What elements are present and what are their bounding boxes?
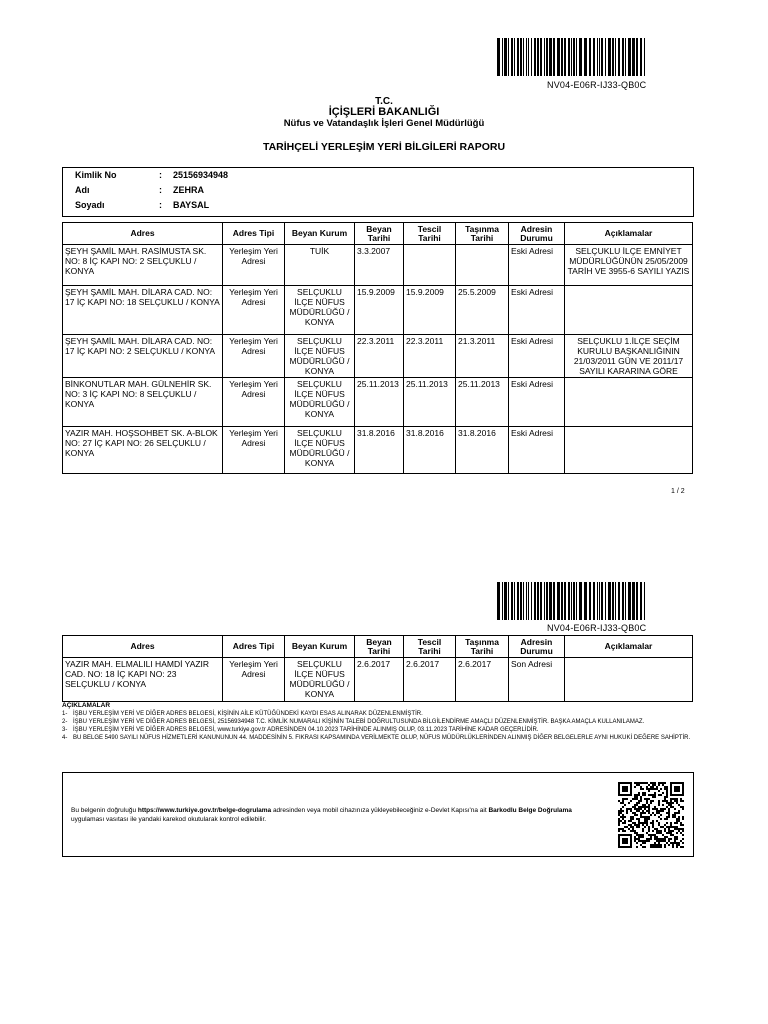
cell-remarks: SELÇUKLU İLÇE EMNİYET MÜDÜRLÜĞÜNÜN 25/05/2009 TARİH VE 3955-6 SAYILI YAZIS xyxy=(565,245,693,286)
cell-registration-date: 31.8.2016 xyxy=(404,427,456,474)
table-header-row xyxy=(63,223,693,245)
cell-address: ŞEYH ŞAMİL MAH. DİLARA CAD. NO: 17 İÇ KAPI NO: 18 SELÇUKLU / KONYA xyxy=(63,286,223,335)
report-title: TARİHÇELİ YERLEŞİM YERİ BİLGİLERİ RAPORU xyxy=(262,141,506,153)
cell-address: ŞEYH ŞAMİL MAH. RASİMUSTA SK. NO: 8 İÇ KAPI NO: 2 SELÇUKLU / KONYA xyxy=(63,245,223,286)
surname-colon: : xyxy=(159,200,162,210)
col-remarks: Açıklamalar xyxy=(565,636,693,658)
col-move-date: Taşınma Tarihi xyxy=(456,223,509,245)
notes-heading: AÇIKLAMALAR xyxy=(62,702,111,709)
cell-registration-date: 22.3.2011 xyxy=(404,335,456,378)
cell-registration-date xyxy=(404,245,456,286)
cell-remarks xyxy=(565,286,693,335)
cell-declaration-date: 22.3.2011 xyxy=(355,335,404,378)
col-declaring-institution: Beyan Kurum xyxy=(285,223,355,245)
cell-address-type: Yerleşim Yeri Adresi xyxy=(223,658,285,702)
cell-move-date: 21.3.2011 xyxy=(456,335,509,378)
cell-address: ŞEYH ŞAMİL MAH. DİLARA CAD. NO: 17 İÇ KAPI NO: 2 SELÇUKLU / KONYA xyxy=(63,335,223,378)
note-item xyxy=(62,726,692,734)
header-ministry: İÇİŞLERİ BAKANLIĞI xyxy=(328,106,440,118)
cell-declaring-institution: SELÇUKLU İLÇE NÜFUS MÜDÜRLÜĞÜ / KONYA xyxy=(285,378,355,427)
cell-address-type: Yerleşim Yeri Adresi xyxy=(223,286,285,335)
address-history-table xyxy=(62,222,693,474)
verification-text xyxy=(71,806,606,824)
cell-registration-date: 25.11.2013 xyxy=(404,378,456,427)
name-row xyxy=(75,185,204,198)
cell-address: YAZIR MAH. HOŞSOHBET SK. A-BLOK NO: 27 İÇ KAPI NO: 26 SELÇUKLU / KONYA xyxy=(63,427,223,474)
note-text: İŞBU YERLEŞİM YERİ VE DİĞER ADRES BELGESİ, KİŞİNİN AİLE KÜTÜĞÜNDEKİ KAYDI ESAS ALINARAK DÜZENLENMİŞTİR. xyxy=(73,711,423,717)
cell-address-status: Eski Adresi xyxy=(509,245,565,286)
col-registration-date: Tescil Tarihi xyxy=(404,636,456,658)
cell-move-date: 2.6.2017 xyxy=(456,658,509,702)
cell-address-status: Eski Adresi xyxy=(509,427,565,474)
surname-value: BAYSAL xyxy=(173,200,210,210)
note-number: 1- xyxy=(62,711,68,717)
col-address-type: Adres Tipi xyxy=(223,636,285,658)
page-number: 1 / 2 xyxy=(671,488,685,495)
id-row xyxy=(75,170,228,183)
header-directorate: Nüfus ve Vatandaşlık İşleri Genel Müdürlüğü xyxy=(283,118,485,129)
note-number: 3- xyxy=(62,727,68,733)
verification-box xyxy=(62,772,694,857)
verification-text-part3: uygulaması vasıtası ile yandaki karekod okutularak kontrol edilebilir. xyxy=(71,816,267,823)
table-row xyxy=(63,335,693,378)
col-remarks: Açıklamalar xyxy=(565,223,693,245)
id-value: 25156934948 xyxy=(173,170,229,180)
barcode-code: NV04-E06R-IJ33-QB0C xyxy=(547,623,647,633)
name-value: ZEHRA xyxy=(173,185,204,195)
col-address-status: Adresin Durumu xyxy=(509,223,565,245)
verification-text-part2: adresinden veya mobil cihazınıza yükleyebileceğiniz e-Devlet Kapısı'na ait xyxy=(271,807,489,814)
col-declaring-institution: Beyan Kurum xyxy=(285,636,355,658)
note-number: 4- xyxy=(62,735,68,741)
cell-declaration-date: 3.3.2007 xyxy=(355,245,404,286)
id-label: Kimlik No xyxy=(75,170,117,180)
col-declaration-date: Beyan Tarihi xyxy=(355,636,404,658)
qr-code xyxy=(618,782,684,848)
note-item xyxy=(62,710,692,718)
cell-address-type: Yerleşim Yeri Adresi xyxy=(223,378,285,427)
address-history-table-continued xyxy=(62,635,693,702)
cell-address-type: Yerleşim Yeri Adresi xyxy=(223,427,285,474)
header-country: T.C. xyxy=(375,96,393,107)
cell-declaring-institution: TUİK xyxy=(285,245,355,286)
cell-move-date xyxy=(456,245,509,286)
barcode xyxy=(497,582,650,620)
note-item xyxy=(62,734,692,742)
cell-declaration-date: 25.11.2013 xyxy=(355,378,404,427)
cell-address-status: Eski Adresi xyxy=(509,378,565,427)
col-registration-date: Tescil Tarihi xyxy=(404,223,456,245)
cell-address: BİNKONUTLAR MAH. GÜLNEHİR SK. NO: 3 İÇ KAPI NO: 8 SELÇUKLU / KONYA xyxy=(63,378,223,427)
surname-label: Soyadı xyxy=(75,200,105,210)
note-text: İŞBU YERLEŞİM YERİ VE DİĞER ADRES BELGESİ, 25156934948 T.C. KİMLİK NUMARALI KİŞİNİN TALEBİ DOĞRULTUSUNDA BİLGİLENDİRME AMAÇLI DÜZENLENMİŞTİR. BAŞKA AMAÇLA KULLANILAMAZ. xyxy=(73,719,645,725)
cell-address-status: Son Adresi xyxy=(509,658,565,702)
barcode-code: NV04-E06R-IJ33-QB0C xyxy=(547,80,647,90)
col-declaration-date: Beyan Tarihi xyxy=(355,223,404,245)
col-address: Adres xyxy=(63,636,223,658)
cell-declaration-date: 31.8.2016 xyxy=(355,427,404,474)
cell-move-date: 25.11.2013 xyxy=(456,378,509,427)
cell-address-type: Yerleşim Yeri Adresi xyxy=(223,245,285,286)
table-row xyxy=(63,427,693,474)
cell-declaration-date: 15.9.2009 xyxy=(355,286,404,335)
col-move-date: Taşınma Tarihi xyxy=(456,636,509,658)
col-address-type: Adres Tipi xyxy=(223,223,285,245)
verification-text-part1: Bu belgenin doğruluğu xyxy=(71,807,138,814)
name-label: Adı xyxy=(75,185,90,195)
name-colon: : xyxy=(159,185,162,195)
cell-registration-date: 15.9.2009 xyxy=(404,286,456,335)
cell-address: YAZIR MAH. ELMALILI HAMDİ YAZIR CAD. NO: 18 İÇ KAPI NO: 23 SELÇUKLU / KONYA xyxy=(63,658,223,702)
notes-section xyxy=(62,702,692,742)
document-header xyxy=(0,96,768,153)
table-row xyxy=(63,658,693,702)
verification-url[interactable]: https://www.turkiye.gov.tr/belge-dogrulama xyxy=(137,807,272,814)
cell-declaring-institution: SELÇUKLU İLÇE NÜFUS MÜDÜRLÜĞÜ / KONYA xyxy=(285,658,355,702)
note-number: 2- xyxy=(62,719,68,725)
note-text: İŞBU YERLEŞİM YERİ VE DİĞER ADRES BELGESİ, www.turkiye.gov.tr ADRESİNDEN 04.10.2023 TARİHİNDE ALINMIŞ OLUP, 03.11.2023 TARİHİNE KADAR GEÇERLİDİR. xyxy=(73,727,539,733)
surname-row xyxy=(75,200,209,213)
cell-remarks xyxy=(565,427,693,474)
cell-registration-date: 2.6.2017 xyxy=(404,658,456,702)
cell-declaring-institution: SELÇUKLU İLÇE NÜFUS MÜDÜRLÜĞÜ / KONYA xyxy=(285,286,355,335)
cell-remarks xyxy=(565,378,693,427)
id-colon: : xyxy=(159,170,162,180)
cell-move-date: 31.8.2016 xyxy=(456,427,509,474)
note-item xyxy=(62,718,692,726)
cell-address-type: Yerleşim Yeri Adresi xyxy=(223,335,285,378)
cell-remarks: SELÇUKLU 1.İLÇE SEÇİM KURULU BAŞKANLIĞININ 21/03/2011 GÜN VE 2011/17 SAYILI KARARINA GÖRE xyxy=(565,335,693,378)
cell-declaration-date: 2.6.2017 xyxy=(355,658,404,702)
table-header-row xyxy=(63,636,693,658)
col-address-status: Adresin Durumu xyxy=(509,636,565,658)
verification-app-name: Barkodlu Belge Doğrulama xyxy=(488,807,572,814)
cell-move-date: 25.5.2009 xyxy=(456,286,509,335)
barcode xyxy=(497,38,650,76)
cell-remarks xyxy=(565,658,693,702)
note-text: BU BELGE 5490 SAYILI NÜFUS HİZMETLERİ KANUNUNUN 44. MADDESİNİN 5. FIKRASI KAPSAMINDA VERİLMEKTE OLUP, NÜFUS MÜDÜRLÜKLERİNDEN ALINMIŞ DİĞER BELGELERLE AYNI HUKUKİ DEĞERE SAHİPTİR. xyxy=(73,735,691,741)
col-address: Adres xyxy=(63,223,223,245)
cell-declaring-institution: SELÇUKLU İLÇE NÜFUS MÜDÜRLÜĞÜ / KONYA xyxy=(285,335,355,378)
identity-box xyxy=(62,167,694,217)
table-row xyxy=(63,286,693,335)
cell-address-status: Eski Adresi xyxy=(509,286,565,335)
table-row xyxy=(63,378,693,427)
table-row xyxy=(63,245,693,286)
cell-address-status: Eski Adresi xyxy=(509,335,565,378)
cell-declaring-institution: SELÇUKLU İLÇE NÜFUS MÜDÜRLÜĞÜ / KONYA xyxy=(285,427,355,474)
